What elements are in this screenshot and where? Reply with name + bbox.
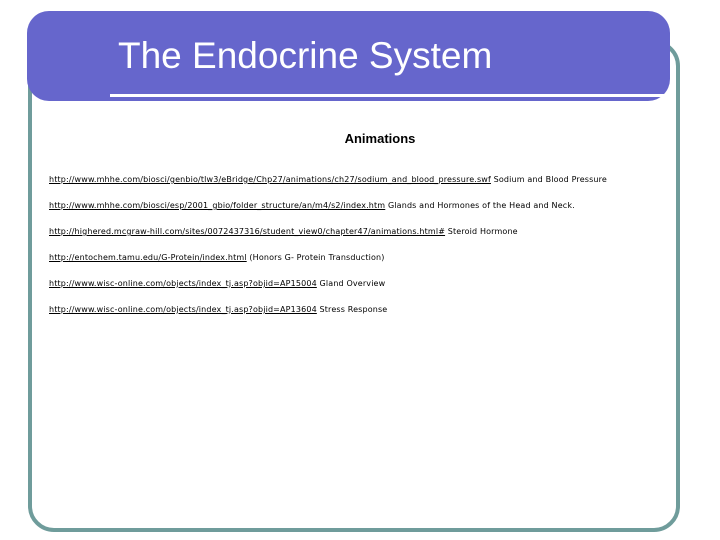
list-item xyxy=(49,225,669,251)
animation-link[interactable]: http://www.wisc-online.com/objects/index_tj.asp?objid=AP15004 xyxy=(49,279,317,288)
link-description: (Honors G- Protein Transduction) xyxy=(249,253,385,262)
animation-link[interactable]: http://highered.mcgraw-hill.com/sites/0072437316/student_view0/chapter47/animations.html# xyxy=(49,227,446,236)
list-item xyxy=(49,303,669,329)
link-description: Stress Response xyxy=(319,305,388,314)
animation-link[interactable]: http://www.wisc-online.com/objects/index_tj.asp?objid=AP13604 xyxy=(49,305,317,314)
list-item xyxy=(49,199,669,225)
link-description: Sodium and Blood Pressure xyxy=(493,175,607,184)
section-heading: Animations xyxy=(344,131,416,146)
slide-title: The Endocrine System xyxy=(118,35,493,76)
list-item xyxy=(49,173,669,199)
animation-link[interactable]: http://www.mhhe.com/biosci/genbio/tlw3/eBridge/Chp27/animations/ch27/sodium_and_blood_pressure.swf xyxy=(49,175,491,184)
list-item xyxy=(49,251,669,277)
animation-link-list xyxy=(49,173,669,329)
animation-link[interactable]: http://www.mhhe.com/biosci/esp/2001_gbio/folder_structure/an/m4/s2/index.htm xyxy=(49,201,386,210)
list-item xyxy=(49,277,669,303)
link-description: Gland Overview xyxy=(319,279,386,288)
title-underline xyxy=(110,94,665,97)
link-description: Steroid Hormone xyxy=(447,227,518,236)
link-description: Glands and Hormones of the Head and Neck. xyxy=(387,201,575,210)
animation-link[interactable]: http://entochem.tamu.edu/G-Protein/index.html xyxy=(49,253,247,262)
